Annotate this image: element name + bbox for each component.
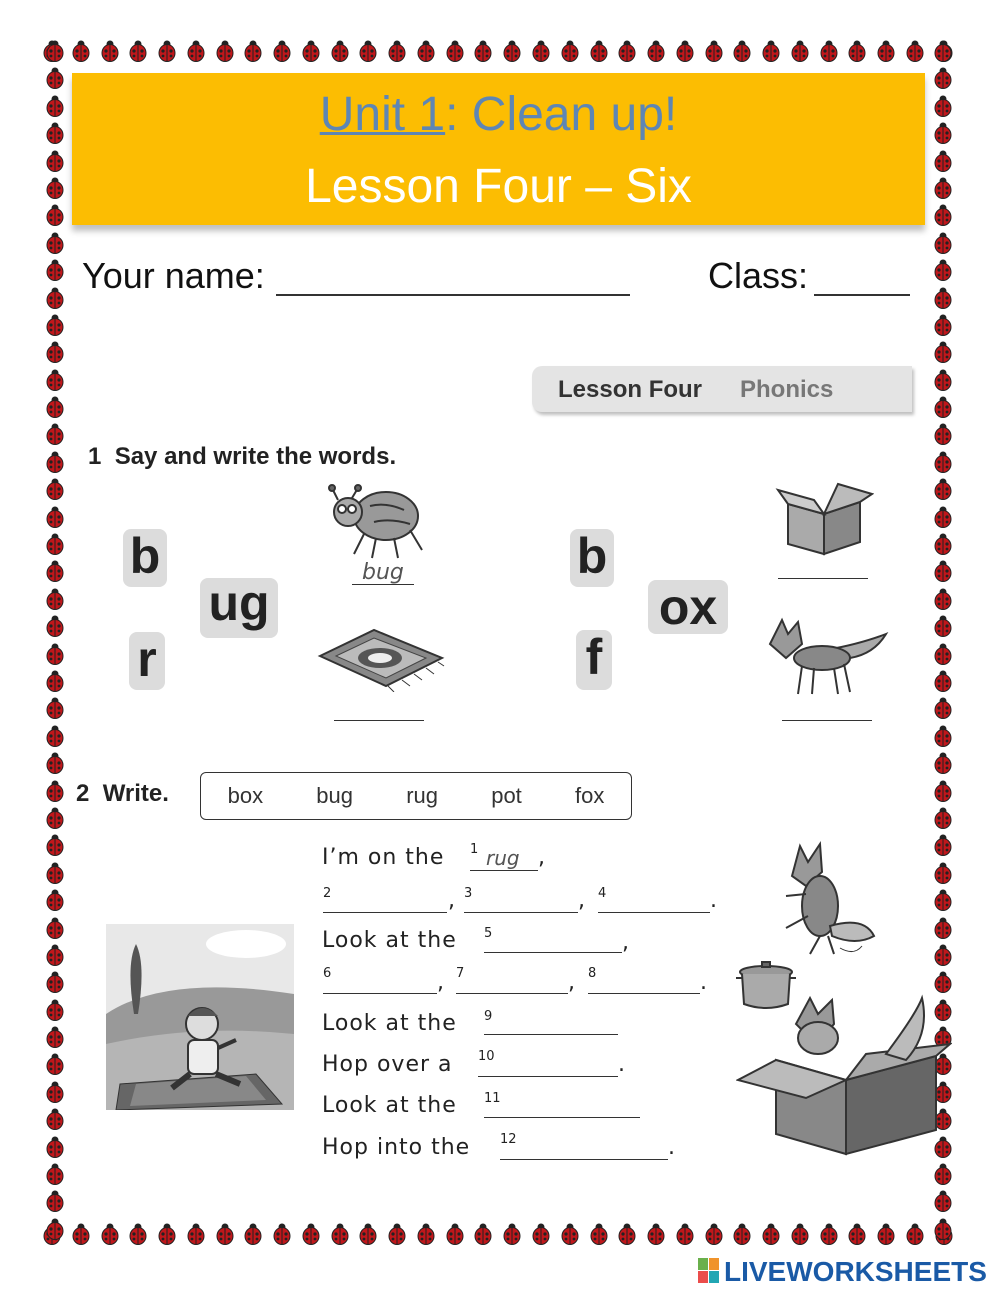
title-banner (72, 73, 925, 225)
ladybug-icon (646, 1223, 666, 1245)
ladybug-icon (819, 40, 839, 62)
comma: , (437, 970, 445, 995)
ladybug-icon (45, 314, 65, 336)
blank-4[interactable] (598, 912, 710, 913)
ladybug-icon (45, 287, 65, 309)
ladybug-icon (45, 204, 65, 226)
blank-number-2: 2 (323, 886, 332, 901)
sentence-6: Hop over a (322, 1052, 453, 1077)
liveworksheets-logo-icon (698, 1258, 720, 1284)
blank-number-10: 10 (478, 1049, 495, 1064)
ladybug-icon (272, 40, 292, 62)
blank-10[interactable] (478, 1076, 618, 1077)
box-picture (774, 480, 874, 560)
ladybug-icon (704, 1223, 724, 1245)
ladybug-icon (45, 259, 65, 281)
ladybug-icon (589, 1223, 609, 1245)
ladybug-icon (933, 204, 953, 226)
answer-line-box[interactable] (778, 578, 868, 579)
ladybug-icon (45, 1108, 65, 1130)
ladybug-icon (933, 615, 953, 637)
ladybug-icon (675, 1223, 695, 1245)
ladybug-icon (301, 1223, 321, 1245)
ladybug-icon (215, 1223, 235, 1245)
ladybug-icon (933, 478, 953, 500)
ladybug-icon (732, 40, 752, 62)
ladybug-icon (45, 478, 65, 500)
ladybug-icon (933, 971, 953, 993)
ladybug-icon (45, 889, 65, 911)
ladybug-icon (732, 1223, 752, 1245)
word-bank-item: pot (491, 783, 522, 808)
ladybug-icon (502, 1223, 522, 1245)
ladybug-icon (45, 177, 65, 199)
ladybug-icon (646, 40, 666, 62)
word-bank-item: bug (316, 783, 353, 808)
ladybug-icon (617, 1223, 637, 1245)
ladybug-icon (100, 1223, 120, 1245)
ladybug-icon (790, 40, 810, 62)
ladybug-icon (933, 369, 953, 391)
letter-tile-f: f (576, 630, 612, 690)
blank-6[interactable] (323, 993, 437, 994)
ladybug-icon (45, 150, 65, 172)
ladybug-icon (45, 615, 65, 637)
ladybug-icon (933, 150, 953, 172)
ladybug-icon (45, 670, 65, 692)
blank-number-12: 12 (500, 1132, 517, 1147)
punct-2: . (710, 888, 718, 913)
blank-number-1: 1 (470, 842, 479, 857)
exercise2-title: Write. (102, 780, 169, 807)
ladybug-icon (243, 1223, 263, 1245)
punct-6: . (618, 1052, 626, 1077)
word-bank-item: box (227, 783, 264, 808)
ladybug-icon (330, 1223, 350, 1245)
comma: , (568, 970, 576, 995)
ladybug-icon (157, 40, 177, 62)
sentence-7: Look at the (322, 1093, 457, 1118)
word-bank-item: rug (406, 783, 438, 808)
ladybug-icon (933, 560, 953, 582)
ladybug-icon (157, 1223, 177, 1245)
jumping-fox-picture (770, 836, 880, 966)
ladybug-icon (876, 1223, 896, 1245)
blank-number-3: 3 (464, 886, 473, 901)
ladybug-icon (45, 40, 65, 62)
answer-1: rug (486, 846, 520, 870)
exercise2-heading (76, 780, 169, 808)
lesson-pill (532, 366, 912, 412)
exercise1-number: 1 (88, 443, 102, 470)
answer-line-bug (352, 584, 414, 585)
ladybug-icon (128, 40, 148, 62)
class-field[interactable] (814, 294, 910, 296)
ladybug-icon (243, 40, 263, 62)
ladybug-icon (45, 67, 65, 89)
ladybug-icon (933, 1163, 953, 1185)
ladybug-icon (45, 643, 65, 665)
ladybug-icon (933, 643, 953, 665)
ladybug-icon (45, 232, 65, 254)
page-title (72, 87, 925, 142)
letter-tile-r: r (129, 632, 165, 690)
ladybug-icon (473, 40, 493, 62)
comma: , (578, 888, 586, 913)
ladybug-icon (933, 67, 953, 89)
ladybug-icon (45, 834, 65, 856)
ladybug-icon (45, 122, 65, 144)
blank-number-11: 11 (484, 1091, 501, 1106)
ladybug-icon (675, 40, 695, 62)
ladybug-icon (45, 1026, 65, 1048)
word-bank (200, 772, 632, 820)
ladybug-icon (330, 40, 350, 62)
ladybug-icon (45, 752, 65, 774)
ladybug-icon (45, 862, 65, 884)
ladybug-icon (933, 341, 953, 363)
ladybug-icon (790, 1223, 810, 1245)
ladybug-icon (933, 780, 953, 802)
blank-8[interactable] (588, 993, 700, 994)
ladybug-icon (933, 259, 953, 281)
blank-number-7: 7 (456, 966, 465, 981)
ladybug-icon (45, 780, 65, 802)
fox-in-box-picture (736, 994, 952, 1156)
answer-bug: bug (362, 560, 404, 585)
blank-9[interactable] (484, 1034, 618, 1035)
ladybug-icon (71, 40, 91, 62)
page-subtitle: Lesson Four – Six (305, 160, 692, 213)
ladybug-icon (45, 807, 65, 829)
ladybug-icon (45, 506, 65, 528)
title-text: : Clean up! (445, 88, 678, 141)
ladybug-icon (761, 40, 781, 62)
ladybug-icon (45, 1136, 65, 1158)
ladybug-icon (933, 451, 953, 473)
ladybug-icon (819, 1223, 839, 1245)
blank-number-5: 5 (484, 926, 493, 941)
ladybug-icon (45, 423, 65, 445)
ladybug-icon (45, 971, 65, 993)
answer-line-fox[interactable] (782, 720, 872, 721)
answer-line-rug[interactable] (334, 720, 424, 721)
blank-number-9: 9 (484, 1009, 493, 1024)
sentence-8: Hop into the (322, 1135, 471, 1160)
blank-number-8: 8 (588, 966, 597, 981)
name-label: Your name: (82, 255, 265, 296)
ladybug-icon (560, 40, 580, 62)
ladybug-icon (186, 1223, 206, 1245)
ladybug-icon (71, 1223, 91, 1245)
ladybug-icon (847, 40, 867, 62)
comma: , (448, 888, 456, 913)
name-row (82, 255, 265, 297)
ladybug-border-bottom (42, 1223, 954, 1249)
ladybug-icon (45, 944, 65, 966)
ending-tile-ug: ug (200, 578, 278, 638)
boy-on-rug-picture (106, 924, 294, 1110)
ladybug-icon (358, 40, 378, 62)
ladybug-icon (358, 1223, 378, 1245)
blank-5[interactable] (484, 952, 622, 953)
punct-8: . (668, 1135, 676, 1160)
ladybug-icon (933, 232, 953, 254)
ladybug-icon (905, 1223, 925, 1245)
punct-4: . (700, 970, 708, 995)
ladybug-icon (45, 999, 65, 1021)
ladybug-icon (933, 95, 953, 117)
lesson-pill-sub: Phonics (740, 376, 834, 403)
ladybug-icon (933, 533, 953, 555)
ladybug-icon (933, 177, 953, 199)
ladybug-icon (933, 506, 953, 528)
ladybug-icon (933, 1218, 953, 1240)
blank-2[interactable] (323, 912, 447, 913)
ladybug-icon (445, 40, 465, 62)
ladybug-icon (933, 862, 953, 884)
ladybug-icon (531, 40, 551, 62)
letter-tile-b2: b (570, 529, 614, 587)
ladybug-icon (45, 917, 65, 939)
blank-7[interactable] (456, 993, 568, 994)
ladybug-icon (933, 752, 953, 774)
blank-11[interactable] (484, 1117, 640, 1118)
sentence-5: Look at the (322, 1011, 457, 1036)
ladybug-icon (560, 1223, 580, 1245)
exercise1-heading (88, 443, 396, 471)
ladybug-icon (387, 1223, 407, 1245)
ladybug-icon (933, 670, 953, 692)
exercise1-title: Say and write the words. (114, 443, 397, 470)
ladybug-icon (45, 95, 65, 117)
ladybug-icon (45, 341, 65, 363)
ladybug-icon (301, 40, 321, 62)
ladybug-icon (933, 122, 953, 144)
blank-number-6: 6 (323, 966, 332, 981)
ladybug-icon (45, 697, 65, 719)
ladybug-icon (933, 834, 953, 856)
ladybug-icon (416, 1223, 436, 1245)
ladybug-icon (933, 1190, 953, 1212)
ladybug-icon (186, 40, 206, 62)
ladybug-icon (215, 40, 235, 62)
ladybug-icon (45, 1218, 65, 1240)
class-row (708, 255, 808, 297)
ladybug-border-left (42, 40, 68, 1240)
ladybug-icon (272, 1223, 292, 1245)
ladybug-icon (45, 1190, 65, 1212)
unit-link[interactable]: Unit 1 (319, 88, 446, 141)
ladybug-icon (445, 1223, 465, 1245)
ladybug-icon (933, 40, 953, 62)
fox-picture (764, 614, 896, 698)
ladybug-icon (933, 396, 953, 418)
ladybug-icon (933, 423, 953, 445)
ending-tile-ox: ox (648, 580, 728, 634)
ladybug-icon (933, 917, 953, 939)
ladybug-icon (45, 369, 65, 391)
ladybug-icon (933, 287, 953, 309)
blank-12[interactable] (500, 1159, 668, 1160)
ladybug-icon (45, 1163, 65, 1185)
exercise2-number: 2 (76, 780, 90, 807)
liveworksheets-logo[interactable]: LIVEWORKSHEETS (724, 1256, 987, 1287)
ladybug-icon (933, 588, 953, 610)
ladybug-icon (45, 1081, 65, 1103)
ladybug-icon (128, 1223, 148, 1245)
ladybug-icon (387, 40, 407, 62)
ladybug-icon (45, 725, 65, 747)
sentence-1: I’m on the (322, 845, 445, 870)
ladybug-icon (761, 1223, 781, 1245)
ladybug-icon (847, 1223, 867, 1245)
ladybug-icon (45, 533, 65, 555)
ladybug-icon (531, 1223, 551, 1245)
class-label: Class: (708, 255, 809, 296)
ladybug-icon (933, 889, 953, 911)
lesson-pill-main: Lesson Four (558, 376, 703, 403)
punct-1: , (538, 845, 546, 870)
ladybug-icon (905, 40, 925, 62)
ladybug-icon (933, 725, 953, 747)
ladybug-icon (589, 40, 609, 62)
ladybug-icon (45, 396, 65, 418)
ladybug-icon (45, 1053, 65, 1075)
ladybug-icon (416, 40, 436, 62)
blank-3[interactable] (464, 912, 578, 913)
punct-3: , (622, 930, 630, 955)
ladybug-icon (45, 451, 65, 473)
ladybug-icon (45, 588, 65, 610)
word-bank-item: fox (575, 783, 605, 808)
ladybug-icon (933, 697, 953, 719)
ladybug-icon (876, 40, 896, 62)
rug-picture (314, 622, 446, 692)
ladybug-icon (473, 1223, 493, 1245)
ladybug-icon (933, 944, 953, 966)
bug-picture (324, 482, 428, 562)
ladybug-border-top (42, 40, 954, 66)
ladybug-icon (704, 40, 724, 62)
sentence-3: Look at the (322, 928, 457, 953)
name-field[interactable] (276, 294, 630, 296)
ladybug-icon (45, 560, 65, 582)
ladybug-icon (933, 314, 953, 336)
ladybug-icon (933, 807, 953, 829)
letter-tile-b1: b (123, 529, 167, 587)
ladybug-icon (100, 40, 120, 62)
blank-number-4: 4 (598, 886, 607, 901)
ladybug-icon (502, 40, 522, 62)
blank-1 (470, 870, 538, 871)
ladybug-icon (617, 40, 637, 62)
